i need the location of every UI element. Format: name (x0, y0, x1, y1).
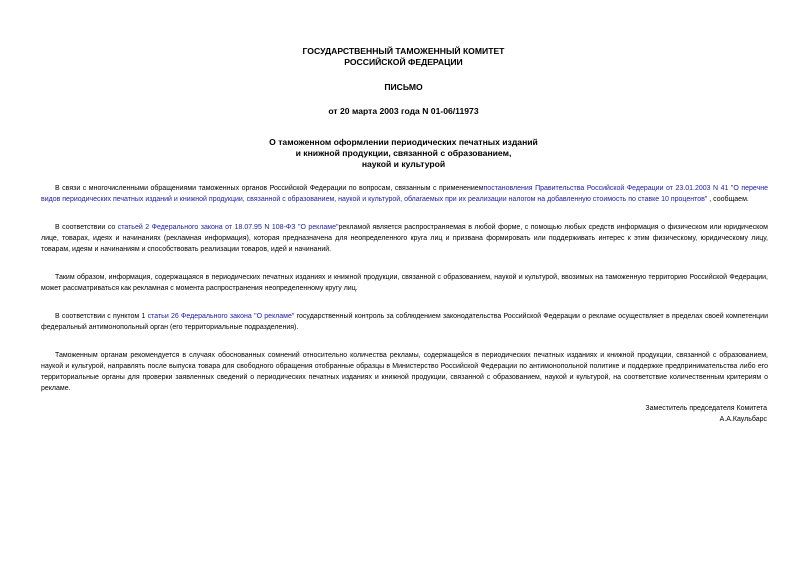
paragraph-4-text: В соответствии с пунктом 1 (55, 313, 146, 320)
paragraph-4 (41, 311, 768, 333)
document-type: ПИСЬМО (384, 82, 423, 92)
government-decree-link[interactable]: постановления Правительства Российской Федерации от 23.01.2003 N 41 "О перечне видов периодических печатных изданий и книжной продукции, связанной с образованием, наукой и культурой, облагаемых при их реализации налогом на добавленную стоимость по ставке 10 процентов" (41, 185, 768, 203)
paragraph-2-tail: рекламой является распространяемая в любой форме, с помощью любых средств информация о физическом или юридическом лице, товарах, идеях и начинаниях (рекламная информация), которая предназначена для неопределенного круга лиц и призвана формировать или поддерживать интерес к этим физическому, юридическому лицу, товарам, идеям и начинаниям и способствовать реализации товаров, идей и начинаний. (41, 224, 768, 253)
document-header (0, 46, 807, 170)
document-date-number: от 20 марта 2003 года N 01-06/11973 (328, 106, 479, 116)
advertising-law-article-2-link[interactable]: статьей 2 Федерального закона от 18.07.95 N 108-ФЗ "О рекламе" (117, 224, 339, 231)
issuer-line-2: РОССИЙСКОЙ ФЕДЕРАЦИИ (344, 57, 463, 67)
advertising-law-article-26-link[interactable]: статьи 26 Федерального закона "О рекламе" (147, 313, 295, 320)
paragraph-1 (41, 183, 768, 205)
paragraph-5: Таможенным органам рекомендуется в случаях обоснованных сомнений относительно количества рекламы, содержащейся в периодических печатных изданиях и книжной продукции, связанной с образованием, наукой и культурой, направлять после выпуска товара для свободного обращения отобранные образцы в Министерство Российской Федерации по антимонопольной политике и поддержке предпринимательства либо его территориальные органы для проверки заявленных сведений о периодических печатных изданиях и книжной продукции, связанной с образованием, наукой и культурой, на соответствие количественным критериям о рекламе. (41, 352, 768, 392)
issuer-line-1: ГОСУДАРСТВЕННЫЙ ТАМОЖЕННЫЙ КОМИТЕТ (302, 46, 505, 56)
paragraph-1-tail: , сообщаем. (709, 196, 749, 203)
document-subject-line-1: О таможенном оформлении периодических печатных изданий (269, 137, 538, 147)
paragraph-4-tail: государственный контроль за соблюдением законодательства Российской Федерации о рекламе осуществляет в пределах своей компетенции федеральный антимонопольный орган (его территориальные подразделения). (41, 313, 768, 331)
signatory-position: Заместитель председателя Комитета (645, 405, 767, 412)
paragraph-3: Таким образом, информация, содержащаяся в периодических печатных изданиях и книжной продукции, связанной с образованием, наукой и культурой, ввозимых на таможенную территорию Российской Федерации, может рассматриваться как рекламная с момента распространения неопределенному кругу лиц. (41, 274, 768, 292)
paragraph-1-text: В связи с многочисленными обращениями таможенных органов Российской Федерации по вопросам, связанным с применением (55, 185, 484, 192)
paragraph-2 (41, 222, 768, 255)
document-body (41, 183, 768, 394)
signatory-name: А.А.Каульбарс (719, 416, 767, 423)
document-subject-line-3: наукой и культурой (361, 159, 446, 169)
document-subject-line-2: и книжной продукции, связанной с образованием, (295, 148, 512, 158)
signature-block (467, 403, 767, 425)
paragraph-2-text: В соответствии со (55, 224, 116, 231)
